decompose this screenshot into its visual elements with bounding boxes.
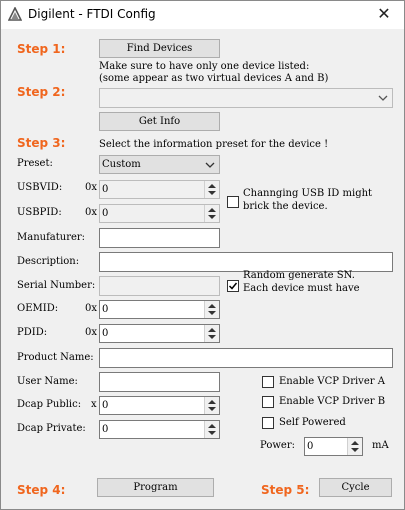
enable-vcp-b-checkbox[interactable] (262, 396, 274, 408)
random-sn-line-1: Random generate SN. (243, 270, 355, 281)
usbpid-label: USBPID: (17, 207, 62, 218)
dcap-private-stepper[interactable] (99, 420, 220, 439)
chevron-down-icon (378, 94, 388, 102)
dcap-private-label: Dcap Private: (17, 423, 86, 434)
find-devices-label: Find Devices (126, 43, 193, 54)
program-button[interactable] (97, 478, 214, 497)
dcap-public-label: Dcap Public: (17, 399, 82, 410)
dcap-public-value: 0 (102, 400, 109, 411)
window-title: Digilent - FTDI Config (28, 7, 156, 21)
device-note-line-1: Make sure to have only one device listed: (99, 61, 310, 72)
enable-vcp-b-label: Enable VCP Driver B (279, 396, 386, 407)
pdid-value: 0 (102, 328, 109, 339)
random-sn-line-2: Each device must have (243, 283, 360, 294)
usbpid-value: 0 (102, 208, 109, 219)
step-2-label: Step 2: (17, 85, 66, 99)
arrow-down-icon (208, 191, 216, 195)
usbvid-stepper[interactable] (99, 180, 220, 199)
arrow-down-icon (208, 431, 216, 435)
usbvid-spin-buttons[interactable] (204, 181, 219, 198)
arrow-down-icon (208, 311, 216, 315)
enable-vcp-a-checkbox[interactable] (262, 376, 274, 388)
usbvid-label: USBVID: (17, 182, 63, 193)
description-input[interactable] (99, 252, 393, 272)
title-bar (1, 1, 404, 29)
step-1-label: Step 1: (17, 42, 66, 56)
oemid-label: OEMID: (17, 303, 59, 314)
description-label: Description: (17, 256, 80, 267)
arrow-up-icon (208, 424, 216, 428)
preset-note: Select the information preset for the device ! (99, 139, 329, 150)
program-label: Program (133, 482, 178, 493)
power-spin-buttons[interactable] (347, 438, 362, 455)
user-name-label: User Name: (17, 376, 78, 387)
arrow-up-icon (208, 328, 216, 332)
pdid-stepper[interactable] (99, 324, 220, 343)
step-4-label: Step 4: (17, 483, 66, 497)
product-name-label: Product Name: (17, 352, 94, 363)
usbvid-hex-prefix: 0x (85, 182, 98, 193)
usb-warning-line-1: Channging USB ID might (243, 188, 373, 199)
random-sn-checkbox[interactable] (227, 280, 239, 292)
digilent-logo-icon (8, 7, 22, 21)
oemid-hex-prefix: 0x (85, 303, 98, 314)
get-info-label: Get Info (138, 116, 181, 127)
pdid-label: PDID: (17, 327, 48, 338)
chevron-down-icon (205, 161, 215, 169)
power-unit: mA (372, 440, 389, 451)
arrow-down-icon (351, 448, 359, 452)
cycle-label: Cycle (341, 482, 370, 493)
pdid-spin-buttons[interactable] (204, 325, 219, 342)
arrow-up-icon (208, 208, 216, 212)
arrow-up-icon (351, 441, 359, 445)
dcap-private-spin-buttons[interactable] (204, 421, 219, 438)
oemid-spin-buttons[interactable] (204, 301, 219, 318)
user-name-input[interactable] (99, 372, 220, 392)
power-value: 0 (307, 441, 314, 452)
step-3-label: Step 3: (17, 136, 66, 150)
self-powered-checkbox[interactable] (262, 417, 274, 429)
manufacturer-input[interactable] (99, 228, 220, 248)
device-list-combobox[interactable] (99, 88, 393, 108)
cycle-button[interactable] (319, 478, 392, 497)
arrow-down-icon (208, 215, 216, 219)
arrow-up-icon (208, 304, 216, 308)
pdid-hex-prefix: 0x (85, 327, 98, 338)
self-powered-label: Self Powered (279, 417, 346, 428)
enable-vcp-a-label: Enable VCP Driver A (279, 376, 385, 387)
preset-value: Custom (102, 159, 141, 170)
usbvid-value: 0 (102, 184, 109, 195)
oemid-value: 0 (102, 304, 109, 315)
get-info-button[interactable] (99, 112, 220, 131)
close-button[interactable] (364, 1, 404, 27)
manufacturer-label: Manufaturer: (17, 232, 86, 243)
step-5-label: Step 5: (261, 483, 310, 497)
power-stepper[interactable] (304, 437, 363, 456)
device-note-line-2: (some appear as two virtual devices A and B) (99, 73, 329, 84)
dcap-public-spin-buttons[interactable] (204, 397, 219, 414)
close-icon: ✕ (377, 4, 391, 23)
preset-combobox[interactable] (99, 155, 220, 174)
arrow-up-icon (208, 184, 216, 188)
find-devices-button[interactable] (99, 39, 220, 58)
product-name-input[interactable] (99, 348, 393, 368)
power-label: Power: (260, 440, 295, 451)
arrow-down-icon (208, 407, 216, 411)
checkmark-icon (228, 281, 238, 291)
serial-number-input[interactable] (99, 276, 220, 296)
usb-warning-line-2: brick the device. (243, 201, 328, 212)
dcap-public-stepper[interactable] (99, 396, 220, 415)
usbpid-hex-prefix: 0x (85, 207, 98, 218)
serial-number-label: Serial Number: (17, 280, 96, 291)
arrow-down-icon (208, 335, 216, 339)
preset-label: Preset: (17, 158, 53, 169)
usbpid-spin-buttons[interactable] (204, 205, 219, 222)
change-usb-id-checkbox[interactable] (227, 196, 239, 208)
dcap-private-value: 0 (102, 424, 109, 435)
dcap-public-hex-prefix: x (91, 399, 97, 410)
arrow-up-icon (208, 400, 216, 404)
usbpid-stepper[interactable] (99, 204, 220, 223)
oemid-stepper[interactable] (99, 300, 220, 319)
